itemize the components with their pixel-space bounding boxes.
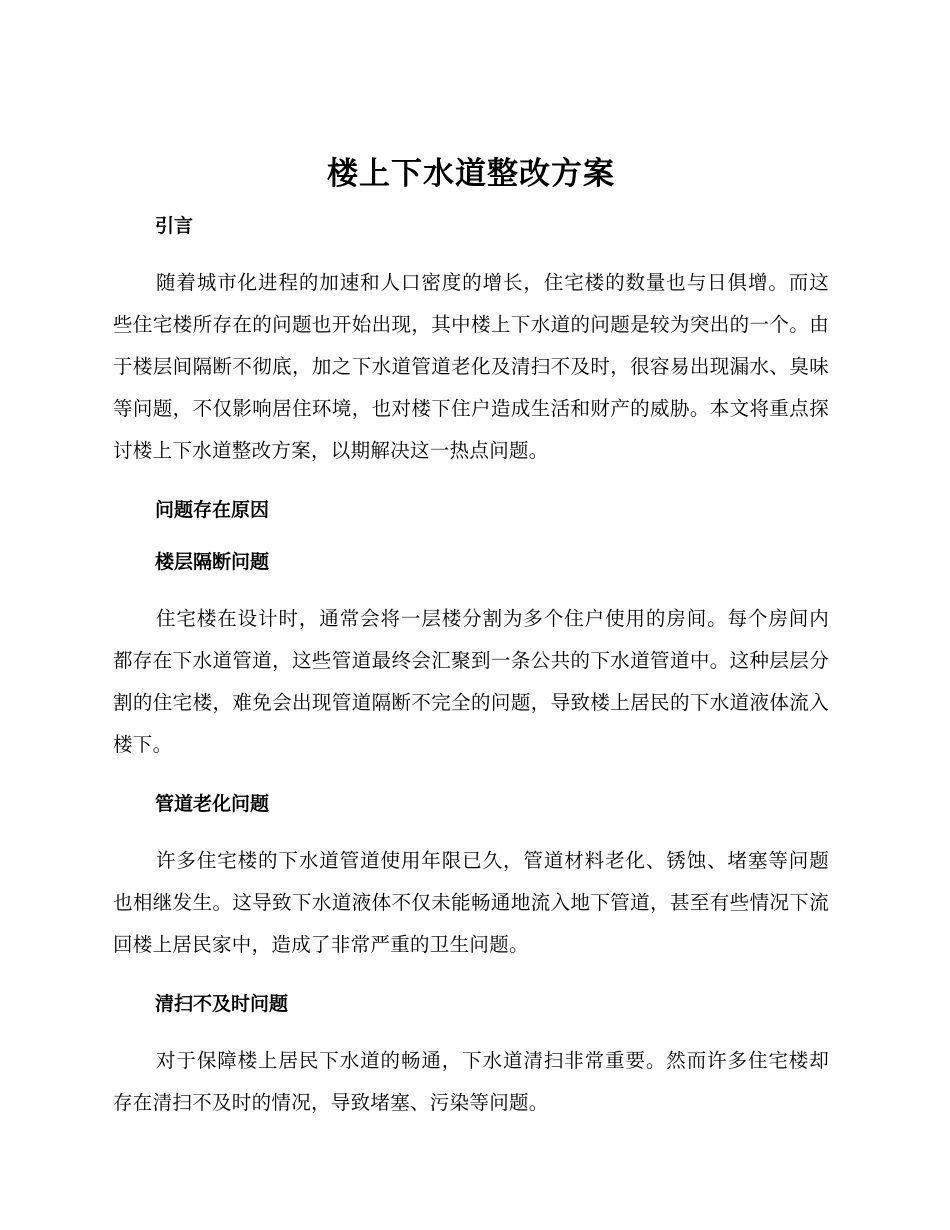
paragraph-cleaning: 对于保障楼上居民下水道的畅通，下水道清扫非常重要。然而许多住宅楼却存在清扫不及时的情况，导致堵塞、污染等问题。: [113, 1049, 829, 1114]
section-heading-floor-partition: 楼层隔断问题: [155, 551, 270, 573]
section-heading-causes: 问题存在原因: [155, 499, 270, 521]
section-heading-introduction: 引言: [155, 215, 194, 237]
section-heading-cleaning: 清扫不及时问题: [155, 993, 289, 1015]
document-title: 楼上下水道整改方案: [327, 156, 615, 192]
paragraph-introduction: 随着城市化进程的加速和人口密度的增长，住宅楼的数量也与日俱增。而这些住宅楼所存在的问题也开始出现，其中楼上下水道的问题是较为突出的一个。由于楼层间隔断不彻底，加之下水道管道老化及清扫不及时，很容易出现漏水、臭味等问题，不仅影响居住环境，也对楼下住户造成生活和财产的威胁。本文将重点探讨楼上下水道整改方案，以期解决这一热点问题。: [113, 271, 829, 462]
section-heading-pipe-aging: 管道老化问题: [155, 793, 270, 815]
document-body: [113, 148, 829, 1146]
paragraph-pipe-aging: 许多住宅楼的下水道管道使用年限已久，管道材料老化、锈蚀、堵塞等问题也相继发生。这导致下水道液体不仅未能畅通地流入地下管道，甚至有些情况下流回楼上居民家中，造成了非常严重的卫生问题。: [113, 849, 829, 956]
paragraph-floor-partition: 住宅楼在设计时，通常会将一层楼分割为多个住户使用的房间。每个房间内都存在下水道管道，这些管道最终会汇聚到一条公共的下水道管道中。这种层层分割的住宅楼，难免会出现管道隔断不完全的问题，导致楼上居民的下水道液体流入楼下。: [113, 607, 829, 756]
